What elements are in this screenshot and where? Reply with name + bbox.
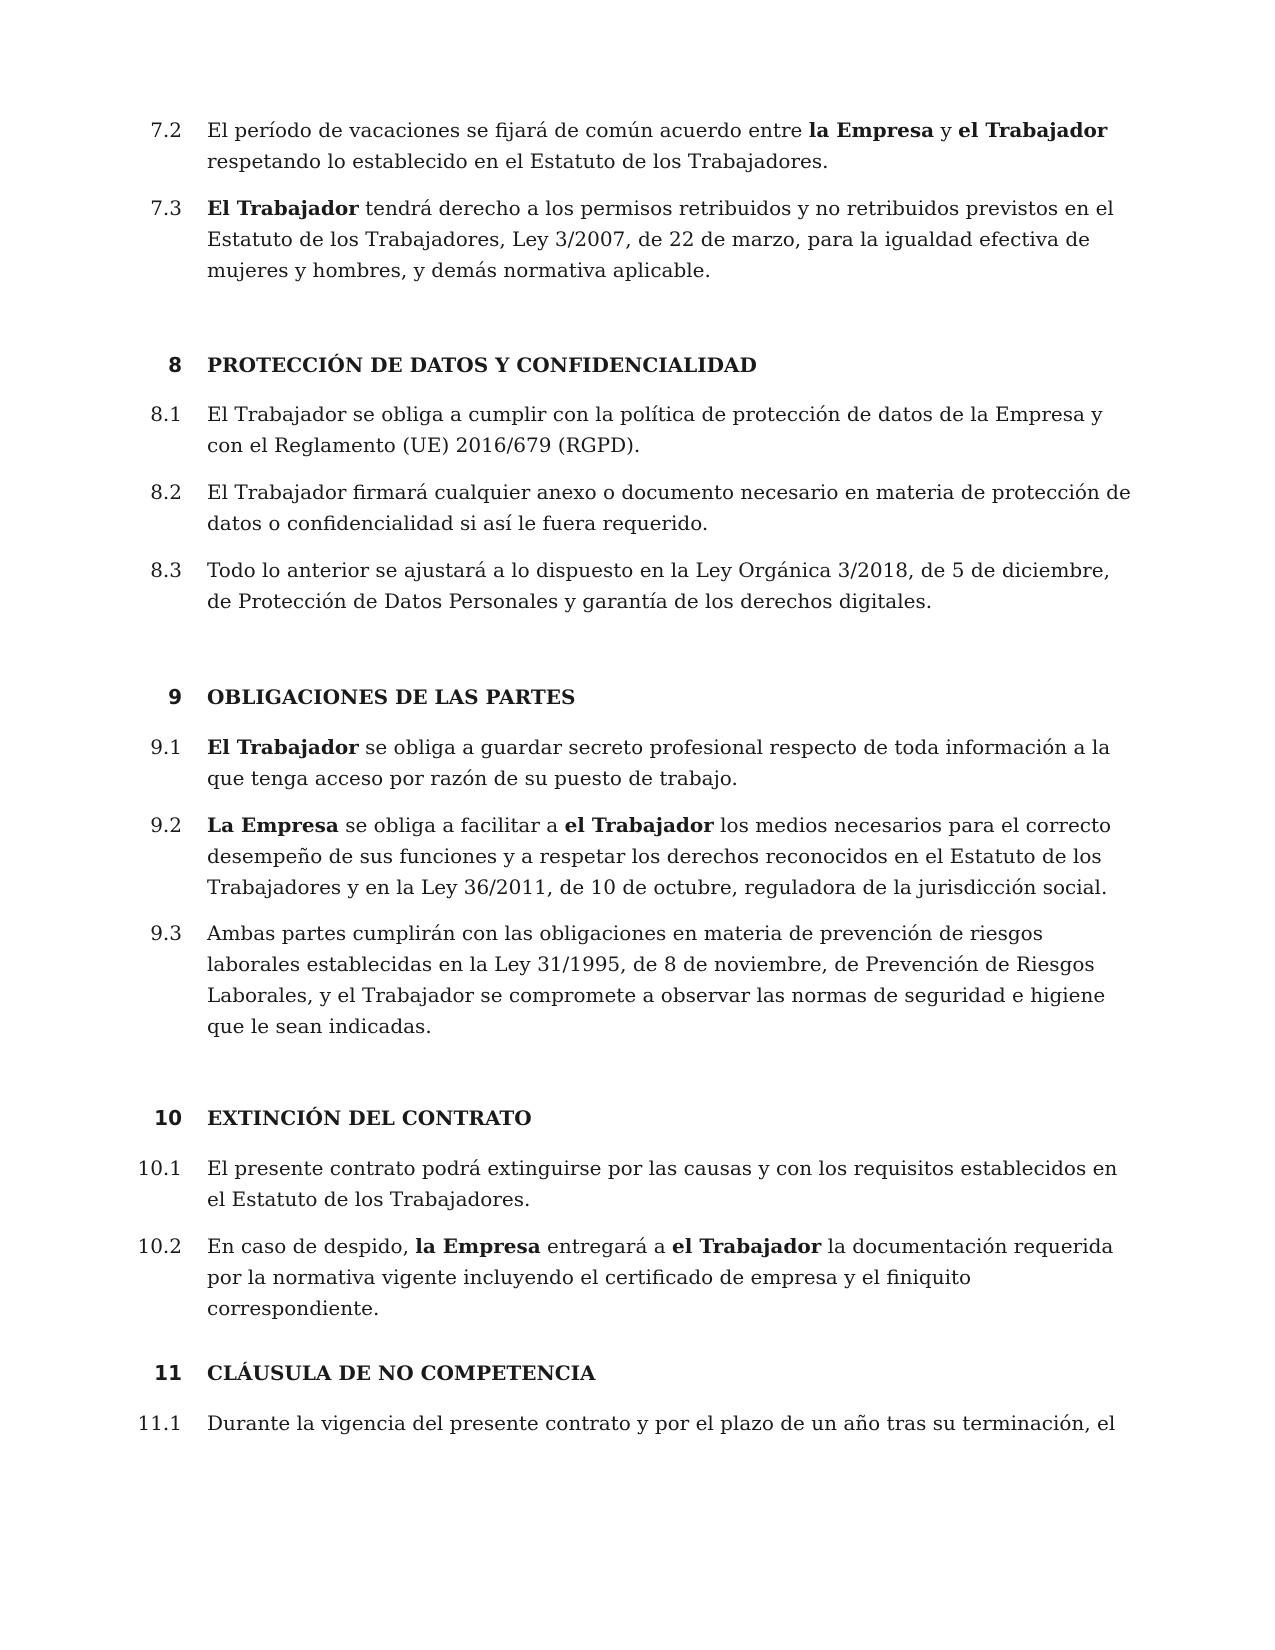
party-trabajador: el Trabajador (672, 1234, 822, 1258)
party-trabajador: el Trabajador (564, 813, 714, 837)
clause-text: Durante la vigencia del presente contrato y por el plazo de un año tras su terminación, el (207, 1411, 1116, 1435)
section-number: 9 (168, 685, 182, 709)
clause-number: 9.3 (150, 921, 182, 945)
clause-text (207, 732, 1137, 794)
section-number: 8 (168, 353, 182, 377)
party-empresa: La Empresa (207, 813, 339, 837)
party-trabajador: el Trabajador (958, 118, 1108, 142)
clause-number: 8.3 (150, 558, 182, 582)
section-title: PROTECCIÓN DE DATOS Y CONFIDENCIALIDAD (207, 353, 757, 377)
clause-number: 7.2 (150, 118, 182, 142)
clause-number: 7.3 (150, 196, 182, 220)
clause-number: 9.2 (150, 813, 182, 837)
text-run: entregará a (540, 1234, 673, 1258)
text-run: los medios necesarios para el correcto desempeño de sus funciones y a respetar los derechos reconocidos en el Estatuto de los Trabajadores y en la Ley 36/2011, de 10 de octubre, reguladora de la jurisdicción social. (207, 813, 1112, 899)
clause-number: 10.2 (137, 1234, 182, 1258)
clause-text (207, 1231, 1137, 1324)
party-trabajador: El Trabajador (207, 735, 359, 759)
clause-text: Todo lo anterior se ajustará a lo dispuesto en la Ley Orgánica 3/2018, de 5 de diciembre, de Protección de Datos Personales y garantía de los derechos digitales. (207, 558, 1110, 613)
clause-text: El presente contrato podrá extinguirse por las causas y con los requisitos establecidos en el Estatuto de los Trabajadores. (207, 1156, 1118, 1211)
section-title: OBLIGACIONES DE LAS PARTES (207, 685, 576, 709)
text-run: la documentación requerida por la normativa vigente incluyendo el certificado de empresa y el finiquito correspondiente. (207, 1234, 1114, 1320)
text-run: En caso de despido, (207, 1234, 416, 1258)
clause-text (207, 115, 1137, 177)
text-run: se obliga a facilitar a (338, 813, 565, 837)
section-title: CLÁUSULA DE NO COMPETENCIA (207, 1361, 596, 1385)
clause-number: 10.1 (137, 1156, 182, 1180)
party-trabajador: El Trabajador (207, 196, 359, 220)
section-number: 11 (154, 1361, 182, 1385)
text-run: El período de vacaciones se fijará de común acuerdo entre (207, 118, 809, 142)
section-title: EXTINCIÓN DEL CONTRATO (207, 1106, 532, 1130)
clause-text: El Trabajador se obliga a cumplir con la política de protección de datos de la Empresa y con el Reglamento (UE) 2016/679 (RGPD). (207, 402, 1103, 457)
text-run: se obliga a guardar secreto profesional respecto de toda información a la que tenga acceso por razón de su puesto de trabajo. (207, 735, 1111, 790)
clause-text: El Trabajador firmará cualquier anexo o documento necesario en materia de protección de datos o confidencialidad si así le fuera requerido. (207, 480, 1131, 535)
section-number: 10 (154, 1106, 182, 1130)
clause-text (207, 810, 1137, 903)
text-run: y (934, 118, 959, 142)
text-run: respetando lo establecido en el Estatuto de los Trabajadores. (207, 149, 829, 173)
party-empresa: la Empresa (808, 118, 935, 142)
clause-number: 11.1 (137, 1411, 182, 1435)
clause-number: 8.2 (150, 480, 182, 504)
clause-number: 8.1 (150, 402, 182, 426)
party-empresa: la Empresa (415, 1234, 541, 1258)
clause-number: 9.1 (150, 735, 182, 759)
text-run: tendrá derecho a los permisos retribuidos y no retribuidos previstos en el Estatuto de los Trabajadores, Ley 3/2007, de 22 de marzo, para la igualdad efectiva de mujeres y hombres, y demás normativa aplicable. (207, 196, 1114, 282)
clause-text: Ambas partes cumplirán con las obligaciones en materia de prevención de riesgos laborales establecidas en la Ley 31/1995, de 8 de noviembre, de Prevención de Riesgos Laborales, y el Trabajador se compromete a observar las normas de seguridad e higiene que le sean indicadas. (207, 921, 1106, 1038)
clause-text (207, 193, 1137, 286)
